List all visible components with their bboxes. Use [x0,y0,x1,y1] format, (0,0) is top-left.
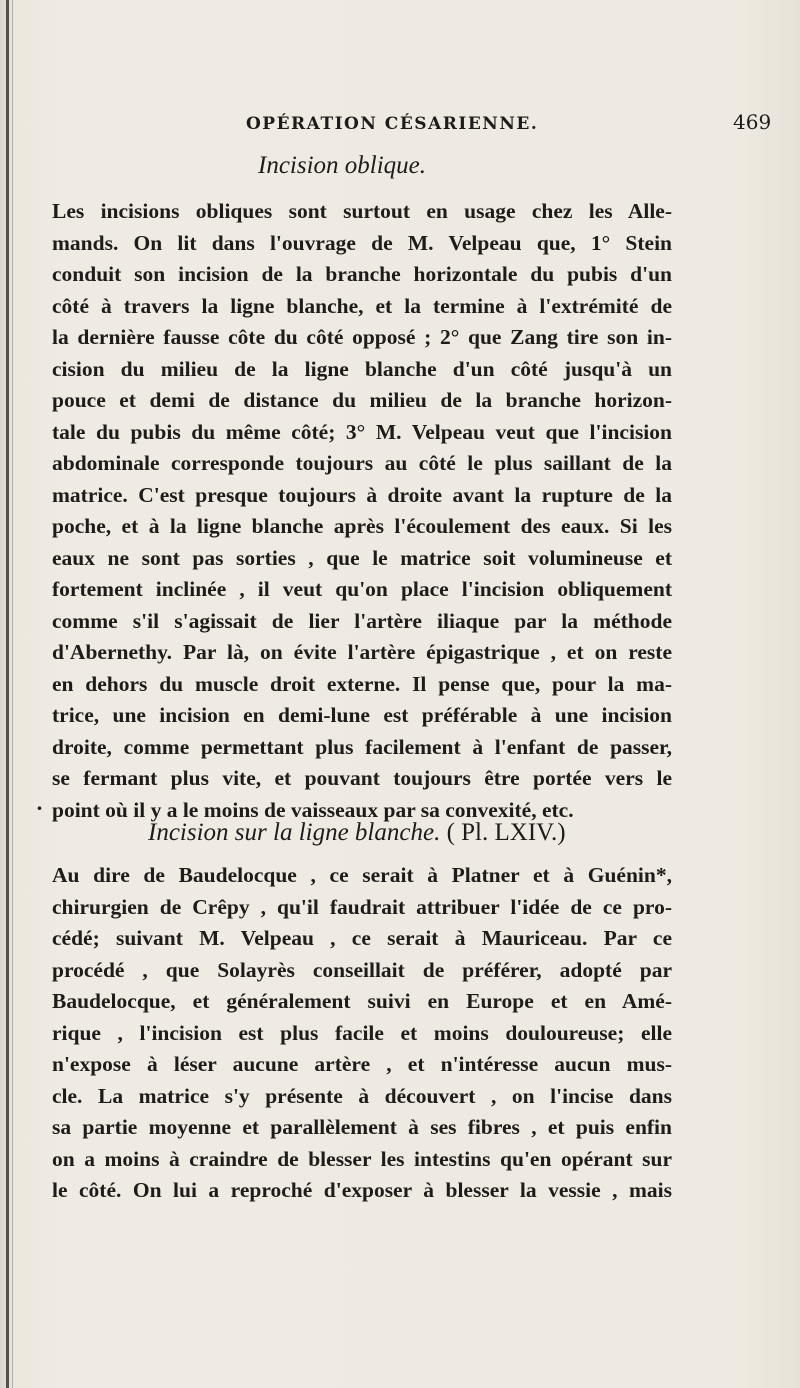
section-heading-oblique [258,152,426,180]
text-line: poche, et à la ligne blanche après l'écoulement des eaux. Si les [52,514,672,538]
heading-text: Incision sur la ligne blanche. [148,819,441,846]
text-line: Les incisions obliques sont surtout en usage chez les Alle- [52,199,672,223]
text-line: procédé , que Solayrès conseillait de préférer, adopté par [52,957,672,982]
plate-reference: ( Pl. LXIV.) [446,819,566,846]
section-heading-linea-alba [148,819,566,847]
binding-shadow [12,0,13,1388]
text-line: tale du pubis du même côté; 3° M. Velpeau veut que l'incision [52,419,672,444]
text-line: cision du milieu de la ligne blanche d'un côté jusqu'à un [52,356,672,381]
text-line: rique , l'incision est plus facile et moins douloureuse; elle [52,1020,672,1045]
text-line: n'expose à léser aucune artère , et n'intéresse aucun mus- [52,1052,672,1076]
text-line: on a moins à craindre de blesser les intestins qu'en opérant sur [52,1146,672,1171]
text-line: conduit son incision de la branche horizontale du pubis d'un [52,262,672,286]
page-header [0,112,800,142]
text-line: sa partie moyenne et parallèlement à ses fibres , et puis enfin [52,1115,672,1139]
page-number: 469 [733,110,772,134]
text-line: eaux ne sont pas sorties , que le matrice soit volumineuse et [52,545,672,570]
text-line: abdominale corresponde toujours au côté le plus saillant de la [52,451,672,475]
text-line: en dehors du muscle droit externe. Il pense que, pour la ma- [52,671,672,696]
heading-text: Incision oblique. [258,152,427,179]
text-line: comme s'il s'agissait de lier l'artère iliaque par la méthode [52,608,672,633]
section-oblique-body [52,196,672,826]
text-line: côté à travers la ligne blanche, et la termine à l'extrémité de [52,293,672,318]
text-line: trice, une incision en demi-lune est préférable à une incision [52,703,672,727]
text-line: point où il y a le moins de vaisseaux par sa convexité, etc. [52,797,574,822]
running-head: OPÉRATION CÉSARIENNE. [246,114,539,134]
text-line: se fermant plus vite, et pouvant toujours être portée vers le [52,766,672,790]
text-line: cédé; suivant M. Velpeau , ce serait à Mauriceau. Par ce [52,926,672,950]
margin-dot: · [36,796,43,820]
text-line: le côté. On lui a reproché d'exposer à blesser la vessie , mais [52,1178,672,1202]
text-line: matrice. C'est presque toujours à droite avant la rupture de la [52,482,672,507]
text-line: chirurgien de Crêpy , qu'il faudrait attribuer l'idée de ce pro- [52,894,672,919]
text-line: pouce et demi de distance du milieu de la branche horizon- [52,388,672,412]
text-line: d'Abernethy. Par là, on évite l'artère épigastrique , et on reste [52,640,672,664]
section-linea-alba-body [52,860,672,1207]
text-line: mands. On lit dans l'ouvrage de M. Velpeau que, 1° Stein [52,230,672,255]
text-line: cle. La matrice s'y présente à découvert , on l'incise dans [52,1083,672,1108]
binding-edge [6,0,9,1388]
text-line: Baudelocque, et généralement suivi en Europe et en Amé- [52,989,672,1013]
text-line: Au dire de Baudelocque , ce serait à Platner et à Guénin*, [52,863,672,887]
text-line: la dernière fausse côte du côté opposé ; 2° que Zang tire son in- [52,325,672,349]
text-line: droite, comme permettant plus facilement à l'enfant de passer, [52,734,672,759]
text-line: fortement inclinée , il veut qu'on place l'incision obliquement [52,577,672,601]
